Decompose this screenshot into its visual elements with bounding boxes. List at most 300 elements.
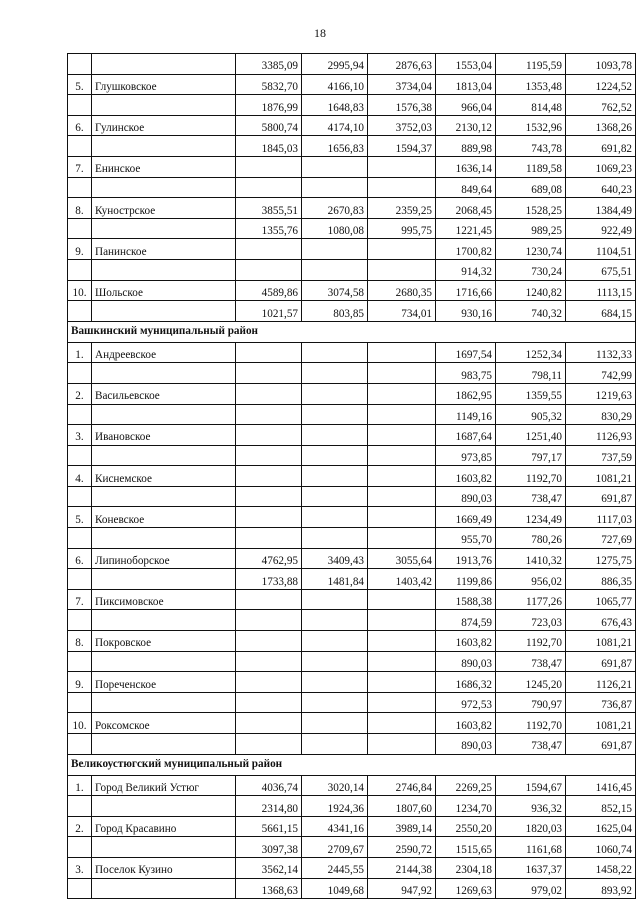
value-cell: 684,15	[566, 301, 636, 322]
row-index	[68, 486, 92, 507]
value-cell	[302, 651, 368, 672]
value-cell: 1686,32	[436, 672, 496, 693]
value-cell: 995,75	[368, 218, 436, 239]
row-index: 1.	[68, 342, 92, 363]
table-row	[68, 404, 636, 425]
value-cell: 1368,26	[566, 115, 636, 136]
value-cell: 1697,54	[436, 342, 496, 363]
value-cell	[368, 672, 436, 693]
value-cell: 1813,04	[436, 74, 496, 95]
value-cell: 2550,20	[436, 816, 496, 837]
value-cell: 1081,21	[566, 631, 636, 652]
value-cell: 3055,64	[368, 548, 436, 569]
value-cell: 1807,60	[368, 796, 436, 817]
value-cell: 1080,08	[302, 218, 368, 239]
tariff-table	[67, 53, 636, 899]
value-cell: 1368,63	[236, 878, 302, 899]
value-cell: 4174,10	[302, 115, 368, 136]
table-row	[68, 486, 636, 507]
value-cell: 738,47	[496, 651, 566, 672]
settlement-name	[92, 177, 236, 198]
value-cell: 4589,86	[236, 280, 302, 301]
value-cell: 3855,51	[236, 198, 302, 219]
value-cell	[236, 507, 302, 528]
value-cell: 3409,43	[302, 548, 368, 569]
value-cell: 1189,58	[496, 156, 566, 177]
value-cell: 797,17	[496, 445, 566, 466]
row-index: 10.	[68, 280, 92, 301]
settlement-name	[92, 837, 236, 858]
value-cell: 1410,32	[496, 548, 566, 569]
value-cell: 5832,70	[236, 74, 302, 95]
value-cell: 1269,63	[436, 878, 496, 899]
value-cell: 3385,09	[236, 54, 302, 75]
value-cell	[302, 239, 368, 260]
value-cell: 2144,38	[368, 857, 436, 878]
value-cell: 1251,40	[496, 425, 566, 446]
value-cell: 4166,10	[302, 74, 368, 95]
settlement-name	[92, 95, 236, 116]
value-cell	[368, 507, 436, 528]
value-cell: 889,98	[436, 136, 496, 157]
row-index: 6.	[68, 548, 92, 569]
row-index: 7.	[68, 589, 92, 610]
value-cell: 1359,55	[496, 383, 566, 404]
value-cell: 1069,23	[566, 156, 636, 177]
value-cell	[368, 363, 436, 384]
value-cell	[368, 631, 436, 652]
table-row	[68, 775, 636, 796]
value-cell: 736,87	[566, 692, 636, 713]
value-cell: 675,51	[566, 259, 636, 280]
value-cell: 936,32	[496, 796, 566, 817]
value-cell: 1192,70	[496, 713, 566, 734]
value-cell: 1637,37	[496, 857, 566, 878]
value-cell: 691,87	[566, 486, 636, 507]
settlement-name	[92, 218, 236, 239]
value-cell	[368, 404, 436, 425]
value-cell: 989,25	[496, 218, 566, 239]
value-cell	[368, 342, 436, 363]
value-cell: 1192,70	[496, 631, 566, 652]
value-cell: 1594,37	[368, 136, 436, 157]
settlement-name: Кунострское	[92, 198, 236, 219]
value-cell: 966,04	[436, 95, 496, 116]
row-index: 10.	[68, 713, 92, 734]
value-cell: 1416,45	[566, 775, 636, 796]
row-index: 9.	[68, 239, 92, 260]
value-cell: 2995,94	[302, 54, 368, 75]
value-cell	[236, 445, 302, 466]
value-cell: 1081,21	[566, 713, 636, 734]
value-cell	[368, 239, 436, 260]
value-cell: 2746,84	[368, 775, 436, 796]
value-cell	[236, 589, 302, 610]
row-index	[68, 796, 92, 817]
value-cell: 1113,15	[566, 280, 636, 301]
settlement-name: Липиноборское	[92, 548, 236, 569]
value-cell	[302, 486, 368, 507]
settlement-name: Покровское	[92, 631, 236, 652]
value-cell: 2590,72	[368, 837, 436, 858]
value-cell	[236, 363, 302, 384]
value-cell: 2304,18	[436, 857, 496, 878]
table-row	[68, 383, 636, 404]
value-cell: 2670,83	[302, 198, 368, 219]
settlement-name	[92, 486, 236, 507]
row-index: 5.	[68, 74, 92, 95]
value-cell: 972,53	[436, 692, 496, 713]
value-cell: 689,08	[496, 177, 566, 198]
section-header-row	[68, 754, 636, 775]
value-cell: 1733,88	[236, 569, 302, 590]
value-cell	[302, 734, 368, 755]
value-cell: 1219,63	[566, 383, 636, 404]
value-cell	[368, 692, 436, 713]
value-cell: 1553,04	[436, 54, 496, 75]
value-cell: 1603,82	[436, 713, 496, 734]
value-cell: 691,82	[566, 136, 636, 157]
value-cell: 1532,96	[496, 115, 566, 136]
value-cell: 5800,74	[236, 115, 302, 136]
value-cell: 1252,34	[496, 342, 566, 363]
table-row	[68, 466, 636, 487]
value-cell: 1656,83	[302, 136, 368, 157]
table-row	[68, 734, 636, 755]
settlement-name	[92, 692, 236, 713]
value-cell: 1234,70	[436, 796, 496, 817]
value-cell: 738,47	[496, 486, 566, 507]
settlement-name	[92, 445, 236, 466]
row-index	[68, 651, 92, 672]
value-cell: 4036,74	[236, 775, 302, 796]
value-cell: 1126,93	[566, 425, 636, 446]
value-cell: 1384,49	[566, 198, 636, 219]
table-row	[68, 280, 636, 301]
value-cell: 742,99	[566, 363, 636, 384]
value-cell: 874,59	[436, 610, 496, 631]
settlement-name	[92, 878, 236, 899]
value-cell	[236, 466, 302, 487]
table-row	[68, 569, 636, 590]
settlement-name: Город Красавино	[92, 816, 236, 837]
value-cell	[302, 466, 368, 487]
value-cell: 5661,15	[236, 816, 302, 837]
settlement-name: Поселок Кузино	[92, 857, 236, 878]
value-cell: 743,78	[496, 136, 566, 157]
settlement-name: Пореченское	[92, 672, 236, 693]
row-index	[68, 54, 92, 75]
row-index	[68, 404, 92, 425]
value-cell	[368, 651, 436, 672]
value-cell: 979,02	[496, 878, 566, 899]
row-index: 1.	[68, 775, 92, 796]
value-cell: 890,03	[436, 651, 496, 672]
table-row	[68, 672, 636, 693]
value-cell: 1355,76	[236, 218, 302, 239]
table-row	[68, 259, 636, 280]
settlement-name	[92, 734, 236, 755]
value-cell: 983,75	[436, 363, 496, 384]
value-cell: 737,59	[566, 445, 636, 466]
value-cell: 890,03	[436, 486, 496, 507]
settlement-name	[92, 363, 236, 384]
value-cell	[236, 651, 302, 672]
value-cell	[368, 734, 436, 755]
value-cell	[236, 156, 302, 177]
value-cell: 1093,78	[566, 54, 636, 75]
settlement-name: Город Великий Устюг	[92, 775, 236, 796]
table-row	[68, 156, 636, 177]
settlement-name	[92, 610, 236, 631]
value-cell	[236, 177, 302, 198]
value-cell: 1021,57	[236, 301, 302, 322]
value-cell: 803,85	[302, 301, 368, 322]
value-cell	[368, 610, 436, 631]
settlement-name	[92, 569, 236, 590]
value-cell: 2314,80	[236, 796, 302, 817]
settlement-name: Пиксимовское	[92, 589, 236, 610]
table-row	[68, 837, 636, 858]
value-cell: 3097,38	[236, 837, 302, 858]
table-row	[68, 631, 636, 652]
value-cell: 1648,83	[302, 95, 368, 116]
section-title: Вашкинский муниципальный район	[68, 321, 636, 342]
value-cell	[236, 631, 302, 652]
row-index: 7.	[68, 156, 92, 177]
value-cell	[368, 259, 436, 280]
value-cell: 2068,45	[436, 198, 496, 219]
settlement-name: Панинское	[92, 239, 236, 260]
value-cell: 1117,03	[566, 507, 636, 528]
value-cell: 740,32	[496, 301, 566, 322]
value-cell: 947,92	[368, 878, 436, 899]
value-cell: 2445,55	[302, 857, 368, 878]
row-index: 3.	[68, 857, 92, 878]
settlement-name	[92, 54, 236, 75]
table-row	[68, 589, 636, 610]
value-cell: 1177,26	[496, 589, 566, 610]
row-index	[68, 692, 92, 713]
settlement-name	[92, 259, 236, 280]
value-cell	[368, 486, 436, 507]
row-index	[68, 734, 92, 755]
value-cell: 3074,58	[302, 280, 368, 301]
value-cell	[236, 404, 302, 425]
value-cell: 738,47	[496, 734, 566, 755]
settlement-name	[92, 301, 236, 322]
value-cell: 1669,49	[436, 507, 496, 528]
value-cell	[302, 177, 368, 198]
value-cell: 852,15	[566, 796, 636, 817]
settlement-name: Киснемское	[92, 466, 236, 487]
row-index: 9.	[68, 672, 92, 693]
value-cell: 723,03	[496, 610, 566, 631]
row-index: 2.	[68, 383, 92, 404]
value-cell	[302, 259, 368, 280]
page-number: 18	[314, 26, 326, 40]
value-cell	[302, 692, 368, 713]
value-cell: 2269,25	[436, 775, 496, 796]
value-cell: 780,26	[496, 528, 566, 549]
table-row	[68, 218, 636, 239]
value-cell: 1353,48	[496, 74, 566, 95]
value-cell: 1924,36	[302, 796, 368, 817]
table-row	[68, 54, 636, 75]
settlement-name: Гулинское	[92, 115, 236, 136]
value-cell: 1913,76	[436, 548, 496, 569]
value-cell: 2709,67	[302, 837, 368, 858]
value-cell: 1481,84	[302, 569, 368, 590]
table-row	[68, 878, 636, 899]
value-cell: 914,32	[436, 259, 496, 280]
value-cell: 3734,04	[368, 74, 436, 95]
value-cell: 1104,51	[566, 239, 636, 260]
value-cell: 1862,95	[436, 383, 496, 404]
value-cell: 930,16	[436, 301, 496, 322]
value-cell: 1458,22	[566, 857, 636, 878]
value-cell: 1603,82	[436, 466, 496, 487]
value-cell: 3752,03	[368, 115, 436, 136]
value-cell	[236, 672, 302, 693]
value-cell	[236, 486, 302, 507]
value-cell: 727,69	[566, 528, 636, 549]
value-cell	[236, 383, 302, 404]
value-cell: 1049,68	[302, 878, 368, 899]
table-row	[68, 445, 636, 466]
value-cell: 1081,21	[566, 466, 636, 487]
table-row	[68, 177, 636, 198]
value-cell: 1403,42	[368, 569, 436, 590]
value-cell: 1126,21	[566, 672, 636, 693]
value-cell: 734,01	[368, 301, 436, 322]
value-cell	[368, 713, 436, 734]
value-cell	[302, 610, 368, 631]
settlement-name: Глушковское	[92, 74, 236, 95]
settlement-name: Коневское	[92, 507, 236, 528]
value-cell: 1195,59	[496, 54, 566, 75]
settlement-name	[92, 796, 236, 817]
row-index: 4.	[68, 466, 92, 487]
value-cell	[302, 631, 368, 652]
row-index	[68, 610, 92, 631]
table-row	[68, 342, 636, 363]
value-cell: 790,97	[496, 692, 566, 713]
value-cell: 676,43	[566, 610, 636, 631]
value-cell: 2680,35	[368, 280, 436, 301]
value-cell	[302, 425, 368, 446]
row-index: 3.	[68, 425, 92, 446]
table-row	[68, 796, 636, 817]
table-row	[68, 816, 636, 837]
settlement-name: Енинское	[92, 156, 236, 177]
value-cell: 1603,82	[436, 631, 496, 652]
value-cell	[368, 177, 436, 198]
value-cell: 1132,33	[566, 342, 636, 363]
value-cell: 4341,16	[302, 816, 368, 837]
table-row	[68, 198, 636, 219]
value-cell: 973,85	[436, 445, 496, 466]
settlement-name	[92, 651, 236, 672]
table-row	[68, 95, 636, 116]
value-cell: 4762,95	[236, 548, 302, 569]
row-index	[68, 136, 92, 157]
value-cell: 830,29	[566, 404, 636, 425]
table-row	[68, 363, 636, 384]
value-cell	[236, 239, 302, 260]
value-cell	[236, 610, 302, 631]
value-cell: 886,35	[566, 569, 636, 590]
table-row	[68, 115, 636, 136]
settlement-name: Васильевское	[92, 383, 236, 404]
value-cell: 890,03	[436, 734, 496, 755]
value-cell: 955,70	[436, 528, 496, 549]
value-cell: 1230,74	[496, 239, 566, 260]
value-cell: 1192,70	[496, 466, 566, 487]
row-index	[68, 259, 92, 280]
value-cell: 922,49	[566, 218, 636, 239]
value-cell: 3562,14	[236, 857, 302, 878]
value-cell	[236, 425, 302, 446]
value-cell	[236, 342, 302, 363]
value-cell	[236, 734, 302, 755]
row-index	[68, 878, 92, 899]
value-cell: 1716,66	[436, 280, 496, 301]
settlement-name: Андреевское	[92, 342, 236, 363]
settlement-name: Роксомское	[92, 713, 236, 734]
value-cell: 691,87	[566, 651, 636, 672]
value-cell: 1234,49	[496, 507, 566, 528]
row-index: 8.	[68, 631, 92, 652]
row-index	[68, 301, 92, 322]
value-cell: 1700,82	[436, 239, 496, 260]
value-cell	[236, 692, 302, 713]
value-cell: 730,24	[496, 259, 566, 280]
value-cell	[302, 528, 368, 549]
table-row	[68, 425, 636, 446]
table-row	[68, 857, 636, 878]
value-cell: 3020,14	[302, 775, 368, 796]
value-cell	[368, 156, 436, 177]
value-cell	[368, 528, 436, 549]
value-cell	[302, 156, 368, 177]
value-cell	[302, 383, 368, 404]
table-row	[68, 528, 636, 549]
value-cell: 1245,20	[496, 672, 566, 693]
value-cell	[302, 507, 368, 528]
value-cell	[368, 589, 436, 610]
row-index	[68, 363, 92, 384]
value-cell: 3989,14	[368, 816, 436, 837]
value-cell: 2130,12	[436, 115, 496, 136]
value-cell: 691,87	[566, 734, 636, 755]
value-cell	[236, 259, 302, 280]
value-cell: 1820,03	[496, 816, 566, 837]
row-index	[68, 95, 92, 116]
table-row	[68, 713, 636, 734]
value-cell	[302, 404, 368, 425]
value-cell	[302, 713, 368, 734]
value-cell: 1240,82	[496, 280, 566, 301]
section-header-row	[68, 321, 636, 342]
table-row	[68, 610, 636, 631]
settlement-name: Шольское	[92, 280, 236, 301]
value-cell: 849,64	[436, 177, 496, 198]
value-cell: 1161,68	[496, 837, 566, 858]
value-cell: 1576,38	[368, 95, 436, 116]
value-cell: 956,02	[496, 569, 566, 590]
value-cell: 1221,45	[436, 218, 496, 239]
